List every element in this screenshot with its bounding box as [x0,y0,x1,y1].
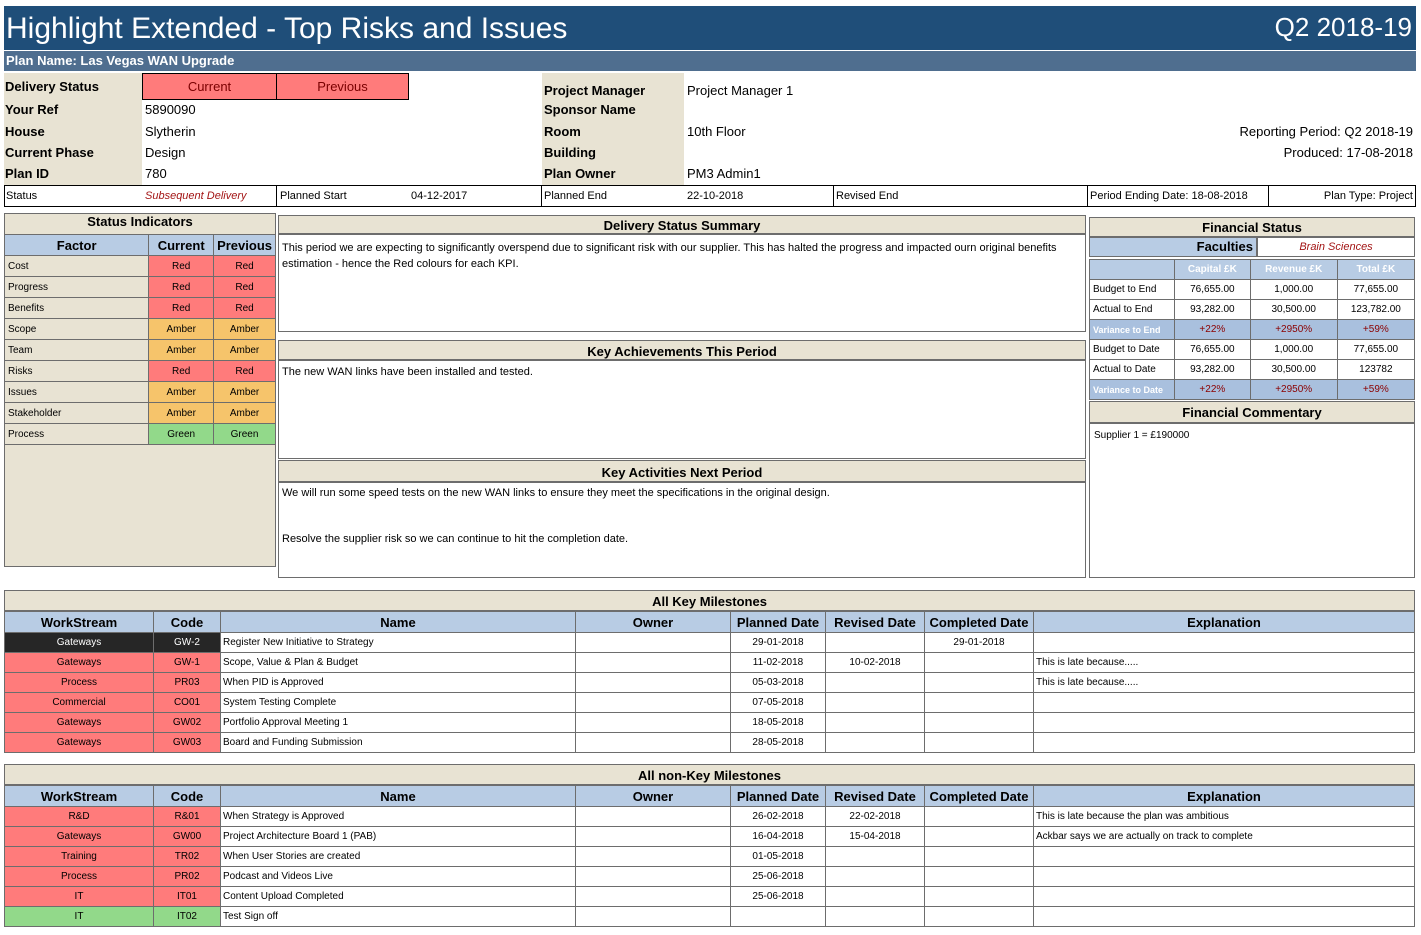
financial-row-label: Budget to End [1090,280,1175,300]
planned-start-value: 04-12-2017 [411,190,468,202]
previous-rag-cell: Red [214,361,276,382]
milestone-code-cell: TR02 [154,847,221,867]
activities-box [278,482,1086,578]
milestone-ws-cell: Gateways [5,653,154,673]
milestone-code-cell: GW03 [154,733,221,753]
milestone-completed-cell [925,827,1034,847]
milestone-name-cell: Content Upload Completed [221,887,576,907]
sponsor-name-label: Sponsor Name [544,102,636,117]
current-rag-cell: Green [149,424,214,445]
status-indicator-row [5,403,276,424]
milestone-code-cell: PR03 [154,673,221,693]
milestone-completed-cell [925,887,1034,907]
milestone-column-header: Owner [576,786,731,807]
current-rag-cell: Amber [149,319,214,340]
milestone-row [5,633,1415,653]
milestone-completed-cell [925,907,1034,927]
produced-date: Produced: 17-08-2018 [1283,145,1413,160]
milestone-ws-cell: Commercial [5,693,154,713]
financial-value: +59% [1337,380,1414,400]
milestone-expl-cell [1034,733,1415,753]
milestone-column-header: Completed Date [925,612,1034,633]
financial-commentary-text: Supplier 1 = £190000 [1089,423,1415,578]
milestone-code-cell: GW00 [154,827,221,847]
milestone-row [5,653,1415,673]
financial-row [1090,280,1415,300]
milestone-revised-cell [826,673,925,693]
milestone-planned-cell: 11-02-2018 [731,653,826,673]
milestone-ws-cell: Gateways [5,827,154,847]
milestone-ws-cell: Process [5,673,154,693]
milestone-column-header: Explanation [1034,612,1415,633]
milestone-code-cell: GW-2 [154,633,221,653]
milestone-ws-cell: R&D [5,807,154,827]
reporting-period: Reporting Period: Q2 2018-19 [1239,124,1413,139]
total-header: Total £K [1337,260,1414,280]
current-header: Current [149,235,214,256]
milestone-row [5,713,1415,733]
period-ending-date: Period Ending Date: 18-08-2018 [1090,190,1248,202]
financial-value: 76,655.00 [1175,340,1251,360]
milestone-ws-cell: Gateways [5,633,154,653]
financial-row [1090,380,1415,400]
previous-rag-cell: Red [214,256,276,277]
milestone-column-header: WorkStream [5,786,154,807]
activities-line-2: Resolve the supplier risk so we can continue to hit the completion date. [282,533,629,545]
milestone-planned-cell: 25-06-2018 [731,887,826,907]
milestone-completed-cell [925,653,1034,673]
financial-value: 77,655.00 [1337,340,1414,360]
milestone-column-header: Planned Date [731,612,826,633]
financial-value: +22% [1175,380,1251,400]
factor-cell: Process [5,424,149,445]
factor-header: Factor [5,235,149,256]
milestone-completed-cell [925,673,1034,693]
factor-cell: Cost [5,256,149,277]
previous-rag-cell: Amber [214,403,276,424]
financial-row-label: Budget to Date [1090,340,1175,360]
key-milestones-table [4,611,1415,753]
planned-end-value: 22-10-2018 [687,190,744,202]
financial-value: +2950% [1250,320,1337,340]
milestone-column-header: Completed Date [925,786,1034,807]
milestone-owner-cell [576,633,731,653]
status-indicator-row [5,361,276,382]
milestone-name-cell: When User Stories are created [221,847,576,867]
factor-cell: Stakeholder [5,403,149,424]
milestone-expl-cell [1034,847,1415,867]
project-manager-value: Project Manager 1 [687,83,794,98]
financial-row-label: Variance to End [1090,320,1175,340]
financial-value: 93,282.00 [1175,300,1251,320]
milestone-expl-cell: This is late because..... [1034,653,1415,673]
milestone-planned-cell: 18-05-2018 [731,713,826,733]
financial-value: 30,500.00 [1250,300,1337,320]
milestone-ws-cell: Training [5,847,154,867]
milestone-code-cell: R&01 [154,807,221,827]
status-indicators-title: Status Indicators [87,214,193,229]
revised-end-label: Revised End [836,190,899,202]
milestone-column-header: Revised Date [826,786,925,807]
previous-rag-cell: Red [214,298,276,319]
milestone-owner-cell [576,847,731,867]
financial-value: 1,000.00 [1250,280,1337,300]
milestone-completed-cell [925,733,1034,753]
financial-table [1089,259,1415,400]
milestone-row [5,673,1415,693]
divider [541,185,542,207]
milestone-column-header: Code [154,612,221,633]
current-phase-label: Current Phase [5,145,94,160]
milestone-expl-cell [1034,633,1415,653]
milestone-row [5,847,1415,867]
your-ref-label: Your Ref [5,102,59,117]
milestone-owner-cell [576,673,731,693]
activities-title: Key Activities Next Period [278,460,1086,482]
financial-row [1090,360,1415,380]
milestone-column-header: Explanation [1034,786,1415,807]
plan-id-label: Plan ID [5,166,50,181]
milestone-planned-cell: 05-03-2018 [731,673,826,693]
milestone-code-cell: IT01 [154,887,221,907]
financial-value: +2950% [1250,380,1337,400]
milestone-revised-cell [826,693,925,713]
financial-value: 123782 [1337,360,1414,380]
house-label: House [5,124,45,139]
divider [833,185,834,207]
room-label: Room [544,124,581,139]
milestone-ws-cell: Gateways [5,733,154,753]
building-label: Building [544,145,596,160]
revenue-header: Revenue £K [1250,260,1337,280]
current-rag-cell: Red [149,298,214,319]
status-indicator-row [5,382,276,403]
divider [1268,185,1269,207]
milestone-revised-cell [826,887,925,907]
plan-name-bar: Plan Name: Las Vegas WAN Upgrade [4,51,1416,71]
financial-value: 76,655.00 [1175,280,1251,300]
financial-row [1090,340,1415,360]
current-rag-cell: Red [149,256,214,277]
milestone-owner-cell [576,693,731,713]
milestone-code-cell: GW-1 [154,653,221,673]
milestone-code-cell: GW02 [154,713,221,733]
planned-start-label: Planned Start [280,190,347,202]
factor-cell: Benefits [5,298,149,319]
milestone-planned-cell: 28-05-2018 [731,733,826,753]
milestone-expl-cell [1034,907,1415,927]
nonkey-milestones-table [4,785,1415,927]
status-indicator-row [5,277,276,298]
milestone-expl-cell: Ackbar says we are actually on track to complete [1034,827,1415,847]
financial-value: 123,782.00 [1337,300,1414,320]
financial-value: 1,000.00 [1250,340,1337,360]
current-rag-cell: Amber [149,403,214,424]
milestone-row [5,733,1415,753]
milestone-expl-cell [1034,867,1415,887]
financial-corner [1090,260,1175,280]
your-ref-value: 5890090 [145,102,196,117]
house-value: Slytherin [145,124,196,139]
capital-header: Capital £K [1175,260,1251,280]
delivery-summary-title: Delivery Status Summary [278,215,1086,234]
current-rag-cell: Amber [149,340,214,361]
financial-row-label: Actual to End [1090,300,1175,320]
nonkey-milestones-title: All non-Key Milestones [4,764,1415,785]
status-value: Subsequent Delivery [145,190,247,202]
previous-header: Previous [214,235,276,256]
financial-value: 77,655.00 [1337,280,1414,300]
project-manager-label: Project Manager [544,83,646,98]
faculty-value: Brain Sciences [1257,237,1415,257]
previous-rag-cell: Amber [214,340,276,361]
milestone-code-cell: IT02 [154,907,221,927]
milestone-owner-cell [576,807,731,827]
milestone-completed-cell [925,693,1034,713]
milestone-planned-cell: 16-04-2018 [731,827,826,847]
delivery-status-label: Delivery Status [5,79,99,94]
plan-owner-label: Plan Owner [544,166,616,181]
financial-commentary-title: Financial Commentary [1089,401,1415,423]
milestone-expl-cell [1034,693,1415,713]
faculties-label: Faculties [1089,237,1257,257]
milestone-completed-cell [925,847,1034,867]
milestone-planned-cell: 25-06-2018 [731,867,826,887]
room-value: 10th Floor [687,124,746,139]
report-title-bar [4,6,1416,50]
milestone-name-cell: Test Sign off [221,907,576,927]
milestone-completed-cell [925,713,1034,733]
milestone-column-header: Owner [576,612,731,633]
milestone-expl-cell [1034,713,1415,733]
milestone-completed-cell: 29-01-2018 [925,633,1034,653]
milestone-revised-cell [826,847,925,867]
milestone-revised-cell [826,733,925,753]
milestone-ws-cell: IT [5,887,154,907]
milestone-owner-cell [576,733,731,753]
milestone-column-header: Name [221,612,576,633]
factor-cell: Scope [5,319,149,340]
milestone-ws-cell: Gateways [5,713,154,733]
milestone-planned-cell [731,907,826,927]
factor-cell: Team [5,340,149,361]
milestone-name-cell: When PID is Approved [221,673,576,693]
financial-row-label: Actual to Date [1090,360,1175,380]
achievements-title: Key Achievements This Period [278,340,1086,360]
previous-rag-cell: Amber [214,382,276,403]
status-indicator-row [5,424,276,445]
current-rag-cell: Amber [149,382,214,403]
milestone-name-cell: Project Architecture Board 1 (PAB) [221,827,576,847]
milestone-planned-cell: 07-05-2018 [731,693,826,713]
milestone-row [5,867,1415,887]
milestone-column-header: Revised Date [826,612,925,633]
milestone-ws-cell: Process [5,867,154,887]
milestone-code-cell: CO01 [154,693,221,713]
previous-rag-cell: Green [214,424,276,445]
financial-row [1090,320,1415,340]
report-quarter: Q2 2018-19 [1274,12,1412,42]
status-indicator-row [5,340,276,361]
previous-rag-cell: Red [214,277,276,298]
delivery-status-previous: Previous [276,73,409,100]
factor-cell: Issues [5,382,149,403]
milestone-revised-cell [826,907,925,927]
milestone-completed-cell [925,867,1034,887]
status-indicator-row [5,298,276,319]
status-indicator-row [5,256,276,277]
milestone-code-cell: PR02 [154,867,221,887]
milestone-revised-cell [826,713,925,733]
financial-value: 30,500.00 [1250,360,1337,380]
delivery-status-current: Current [142,73,277,100]
financial-value: 93,282.00 [1175,360,1251,380]
milestone-column-header: Name [221,786,576,807]
milestone-ws-cell: IT [5,907,154,927]
milestone-name-cell: Scope, Value & Plan & Budget [221,653,576,673]
milestone-row [5,827,1415,847]
status-label: Status [6,190,38,202]
milestone-revised-cell [826,867,925,887]
activities-line-1: We will run some speed tests on the new WAN links to ensure they meet the specifications in the original design. [282,487,830,499]
milestone-owner-cell [576,713,731,733]
previous-rag-cell: Amber [214,319,276,340]
milestone-owner-cell [576,867,731,887]
financial-row [1090,300,1415,320]
plan-id-value: 780 [145,166,167,181]
financial-value: +22% [1175,320,1251,340]
milestone-name-cell: Board and Funding Submission [221,733,576,753]
plan-owner-value: PM3 Admin1 [687,166,761,181]
milestone-revised-cell [826,633,925,653]
financial-status-title: Financial Status [1089,217,1415,237]
milestone-revised-cell: 10-02-2018 [826,653,925,673]
factor-cell: Progress [5,277,149,298]
milestone-revised-cell: 22-02-2018 [826,807,925,827]
milestone-expl-cell: This is late because..... [1034,673,1415,693]
milestone-completed-cell [925,807,1034,827]
planned-end-label: Planned End [544,190,607,202]
key-milestones-title: All Key Milestones [4,590,1415,611]
status-indicators-table [4,234,276,445]
report-title: Highlight Extended - Top Risks and Issues [6,12,568,45]
factor-cell: Risks [5,361,149,382]
milestone-row [5,693,1415,713]
delivery-summary-text: This period we are expecting to significantly overspend due to significant risk with our supplier. This has halted the progress and impacted ourn original benefits estimation - hence the Red colours for each KPI. [278,234,1086,332]
milestone-planned-cell: 26-02-2018 [731,807,826,827]
plan-type: Plan Type: Project [1323,190,1413,202]
status-indicator-row [5,319,276,340]
milestone-expl-cell: This is late because the plan was ambitious [1034,807,1415,827]
milestone-name-cell: When Strategy is Approved [221,807,576,827]
milestone-row [5,887,1415,907]
milestone-column-header: WorkStream [5,612,154,633]
milestone-name-cell: Portfolio Approval Meeting 1 [221,713,576,733]
milestone-owner-cell [576,887,731,907]
milestone-name-cell: Register New Initiative to Strategy [221,633,576,653]
milestone-name-cell: Podcast and Videos Live [221,867,576,887]
milestone-column-header: Planned Date [731,786,826,807]
milestone-owner-cell [576,907,731,927]
current-phase-value: Design [145,145,186,160]
milestone-row [5,807,1415,827]
milestone-planned-cell: 01-05-2018 [731,847,826,867]
financial-row-label: Variance to Date [1090,380,1175,400]
current-rag-cell: Red [149,361,214,382]
current-rag-cell: Red [149,277,214,298]
milestone-column-header: Code [154,786,221,807]
financial-value: +59% [1337,320,1414,340]
milestone-owner-cell [576,827,731,847]
milestone-revised-cell: 15-04-2018 [826,827,925,847]
milestone-owner-cell [576,653,731,673]
milestone-planned-cell: 29-01-2018 [731,633,826,653]
achievements-text: The new WAN links have been installed and tested. [278,360,1086,459]
milestone-row [5,907,1415,927]
divider [1087,185,1088,207]
milestone-expl-cell [1034,887,1415,907]
milestone-name-cell: System Testing Complete [221,693,576,713]
divider [276,185,277,207]
